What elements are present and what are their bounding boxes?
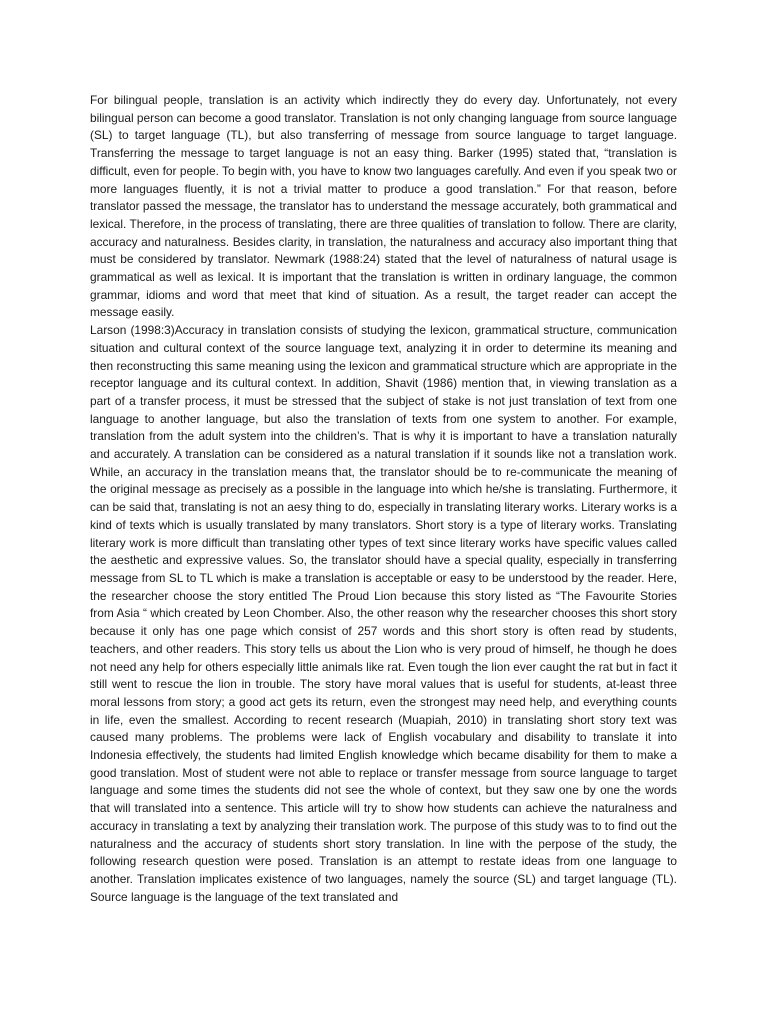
body-text [90,92,677,906]
paragraph-2: Larson (1998:3)Accuracy in translation consists of studying the lexicon, grammatical structure, communication situation and cultural context of the source language text, analyzing it in order to determine its meaning and then reconstructing this same meaning using the lexicon and grammatical structure which are appropriate in the receptor language and its cultural context. In addition, Shavit (1986) mention that, in viewing translation as a part of a transfer process, it must be stressed that the subject of stake is not just translation of text from one language to another language, but also the translation of texts from one system to another. For example, translation from the adult system into the children’s. That is why it is important to have a translation naturally and accurately. A translation can be considered as a natural translation if it sounds like not a translation work. While, an accuracy in the translation means that, the translator should be to re-communicate the meaning of the original message as precisely as a possible in the language into which he/she is translating. Furthermore, it can be said that, translating is not an aesy thing to do, especially in translating literary works. Literary works is a kind of texts which is usually translated by many translators. Short story is a type of literary works. Translating literary work is more difficult than translating other types of text since literary works have specific values called the aesthetic and expressive values. So, the translator should have a special quality, especially in transferring message from SL to TL which is make a translation is acceptable or easy to be understood by the reader. Here, the researcher choose the story entitled The Proud Lion because this story listed as “The Favourite Stories from Asia “ which created by Leon Chomber. Also, the other reason why the researcher chooses this short story because it only has one page which consist of 257 words and this short story is often read by students, teachers, and other readers. This story tells us about the Lion who is very proud of himself, he though he does not need any help for others especially little animals like rat. Even tough the lion ever caught the rat but in fact it still went to rescue the lion in trouble. The story have moral values that is useful for students, at-least three moral lessons from story; a good act gets its return, even the strongest may need help, and everything counts in life, even the smallest. According to recent research (Muapiah, 2010) in translating short story text was caused many problems. The problems were lack of English vocabulary and disability to translate it into Indonesia effectively, the students had limited English knowledge which became disability for them to make a good translation. Most of student were not able to replace or transfer message from source language to target language and some times the students did not see the whole of context, but they saw one by one the words that will translated into a sentence. This article will try to show how students can achieve the naturalness and accuracy in translating a text by analyzing their translation work. The purpose of this study was to to find out the naturalness and the accuracy of students short story translation. In line with the perpose of the study, the following research question were posed. Translation is an attempt to restate ideas from one language to another. Translation implicates existence of two languages, namely the source (SL) and target language (TL). Source language is the language of the text translated and [90,323,677,904]
paragraph-1: For bilingual people, translation is an activity which indirectly they do every day. Unfortunately, not every bilingual person can become a good translator. Translation is not only changing language from source language (SL) to target language (TL), but also transferring of message from source language to target language. Transferring the message to target language is not an easy thing. Barker (1995) stated that, “translation is difficult, even for people. To begin with, you have to know two languages carefully. And even if you speak two or more languages fluently, it is not a trivial matter to produce a good translation.” For that reason, before translator passed the message, the translator has to understand the message accurately, both grammatical and lexical. Therefore, in the process of translating, there are three qualities of translation to follow. There are clarity, accuracy and naturalness. Besides clarity, in translation, the naturalness and accuracy also important thing that must be considered by translator. Newmark (1988:24) stated that the level of naturalness of natural usage is grammatical as well as lexical. It is important that the translation is written in ordinary language, the common grammar, idioms and word that meet that kind of situation. As a result, the target reader can accept the message easily. [90,93,677,320]
